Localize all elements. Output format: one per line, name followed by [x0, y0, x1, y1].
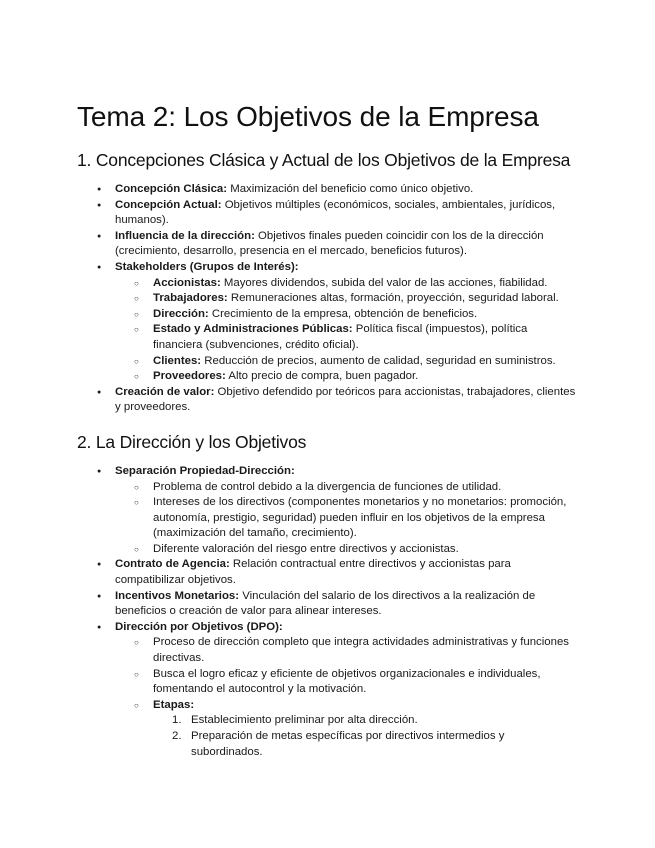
- item-text: Vinculación del salario de los directivos a la realización de beneficios o creación de valor para alinear intereses.: [115, 589, 536, 618]
- item-number: 2.: [172, 730, 182, 742]
- numbered-item: [153, 729, 577, 760]
- item-text: Objetivos múltiples (económicos, sociales, ambientales, jurídicos, humanos).: [115, 198, 556, 227]
- item-text: Preparación de metas específicas por directivos intermedios y subordinados.: [191, 730, 505, 758]
- item-text: Alto precio de compra, buen pagador.: [225, 370, 419, 383]
- sublist-item: [115, 291, 577, 307]
- separation-sublist: [115, 480, 577, 558]
- item-label: Separación Propiedad-Dirección:: [115, 464, 295, 477]
- list-item: [77, 260, 577, 385]
- document-page: [77, 100, 577, 760]
- sublist-item: [115, 698, 577, 760]
- stakeholders-sublist: [115, 276, 577, 385]
- section-1-list: [77, 182, 577, 416]
- item-text: Objetivo defendido por teóricos para accionistas, trabajadores, clientes y proveedores.: [115, 385, 576, 414]
- item-label: Stakeholders (Grupos de Interés):: [115, 260, 299, 273]
- list-item: [77, 464, 577, 558]
- list-item: [77, 557, 577, 588]
- list-item: [77, 589, 577, 620]
- item-text: Mayores dividendos, subida del valor de las acciones, fiabilidad.: [220, 276, 548, 289]
- section-heading-1: 1. Concepciones Clásica y Actual de los Objetivos de la Empresa: [77, 150, 571, 170]
- item-number: 1.: [172, 714, 182, 727]
- numbered-item: [153, 713, 577, 729]
- item-label: Contrato de Agencia:: [115, 558, 230, 571]
- item-text: Política fiscal (impuestos), política financiera (subvenciones, crédito oficial).: [153, 323, 528, 351]
- item-label: Incentivos Monetarios:: [115, 589, 240, 602]
- sublist-item: [115, 369, 577, 385]
- section-heading-2: 2. La Dirección y los Objetivos: [77, 431, 307, 452]
- sublist-item: ○ Problema de control debido a la divergencia de funciones de utilidad.: [115, 480, 577, 496]
- list-item: [77, 620, 577, 760]
- list-item: [77, 198, 577, 229]
- list-item: [77, 229, 577, 260]
- stages-list: [153, 713, 577, 760]
- sublist-item: [115, 307, 577, 323]
- item-label: Trabajadores:: [153, 292, 228, 305]
- sublist-item: [115, 322, 577, 353]
- item-label: Influencia de la dirección:: [115, 229, 255, 242]
- item-label: Accionistas:: [153, 276, 221, 289]
- page-title: Tema 2: Los Objetivos de la Empresa: [77, 101, 539, 132]
- item-label: Estado y Administraciones Públicas:: [153, 323, 353, 336]
- item-text: Remuneraciones altas, formación, proyección, seguridad laboral.: [227, 292, 559, 305]
- item-label: Clientes:: [153, 354, 202, 367]
- item-label: Concepción Actual:: [115, 198, 222, 211]
- item-text: Relación contractual entre directivos y accionistas para compatibilizar objetivos.: [115, 558, 511, 587]
- item-label: Dirección:: [153, 307, 209, 320]
- list-item: [77, 385, 577, 416]
- list-item: [77, 182, 577, 198]
- item-text: Objetivos finales pueden coincidir con los de la dirección (crecimiento, desarrollo, presencia en el mercado, beneficios futuros).: [115, 229, 544, 258]
- sublist-item: ○ Proceso de dirección completo que integra actividades administrativas y funciones directivas.: [115, 635, 577, 666]
- sublist-item: ○ Diferente valoración del riesgo entre directivos y accionistas.: [115, 542, 577, 558]
- item-label: Concepción Clásica:: [115, 183, 228, 195]
- sublist-item: ○ Intereses de los directivos (componentes monetarios y no monetarios: promoción, autonomía, prestigio, seguridad) pueden influir en los objetivos de la empresa (maximización del tamaño, crecimiento).: [115, 495, 577, 542]
- section-2-list: [77, 464, 577, 760]
- item-text: Crecimiento de la empresa, obtención de beneficios.: [208, 307, 478, 320]
- sublist-item: [115, 354, 577, 370]
- sublist-item: ○ Busca el logro eficaz y eficiente de objetivos organizacionales e individuales, fomentando el autocontrol y la motivación.: [115, 667, 577, 698]
- item-text: Maximización del beneficio como único objetivo.: [227, 183, 474, 195]
- item-label: Dirección por Objetivos (DPO):: [115, 620, 283, 633]
- item-label: Etapas:: [153, 698, 195, 711]
- item-label: Proveedores:: [153, 370, 226, 383]
- item-text: Reducción de precios, aumento de calidad, seguridad en suministros.: [201, 354, 556, 367]
- dpo-sublist: [115, 635, 577, 760]
- item-text: Establecimiento preliminar por alta dirección.: [191, 714, 418, 727]
- item-label: Creación de valor:: [115, 385, 215, 398]
- sublist-item: [115, 276, 577, 292]
